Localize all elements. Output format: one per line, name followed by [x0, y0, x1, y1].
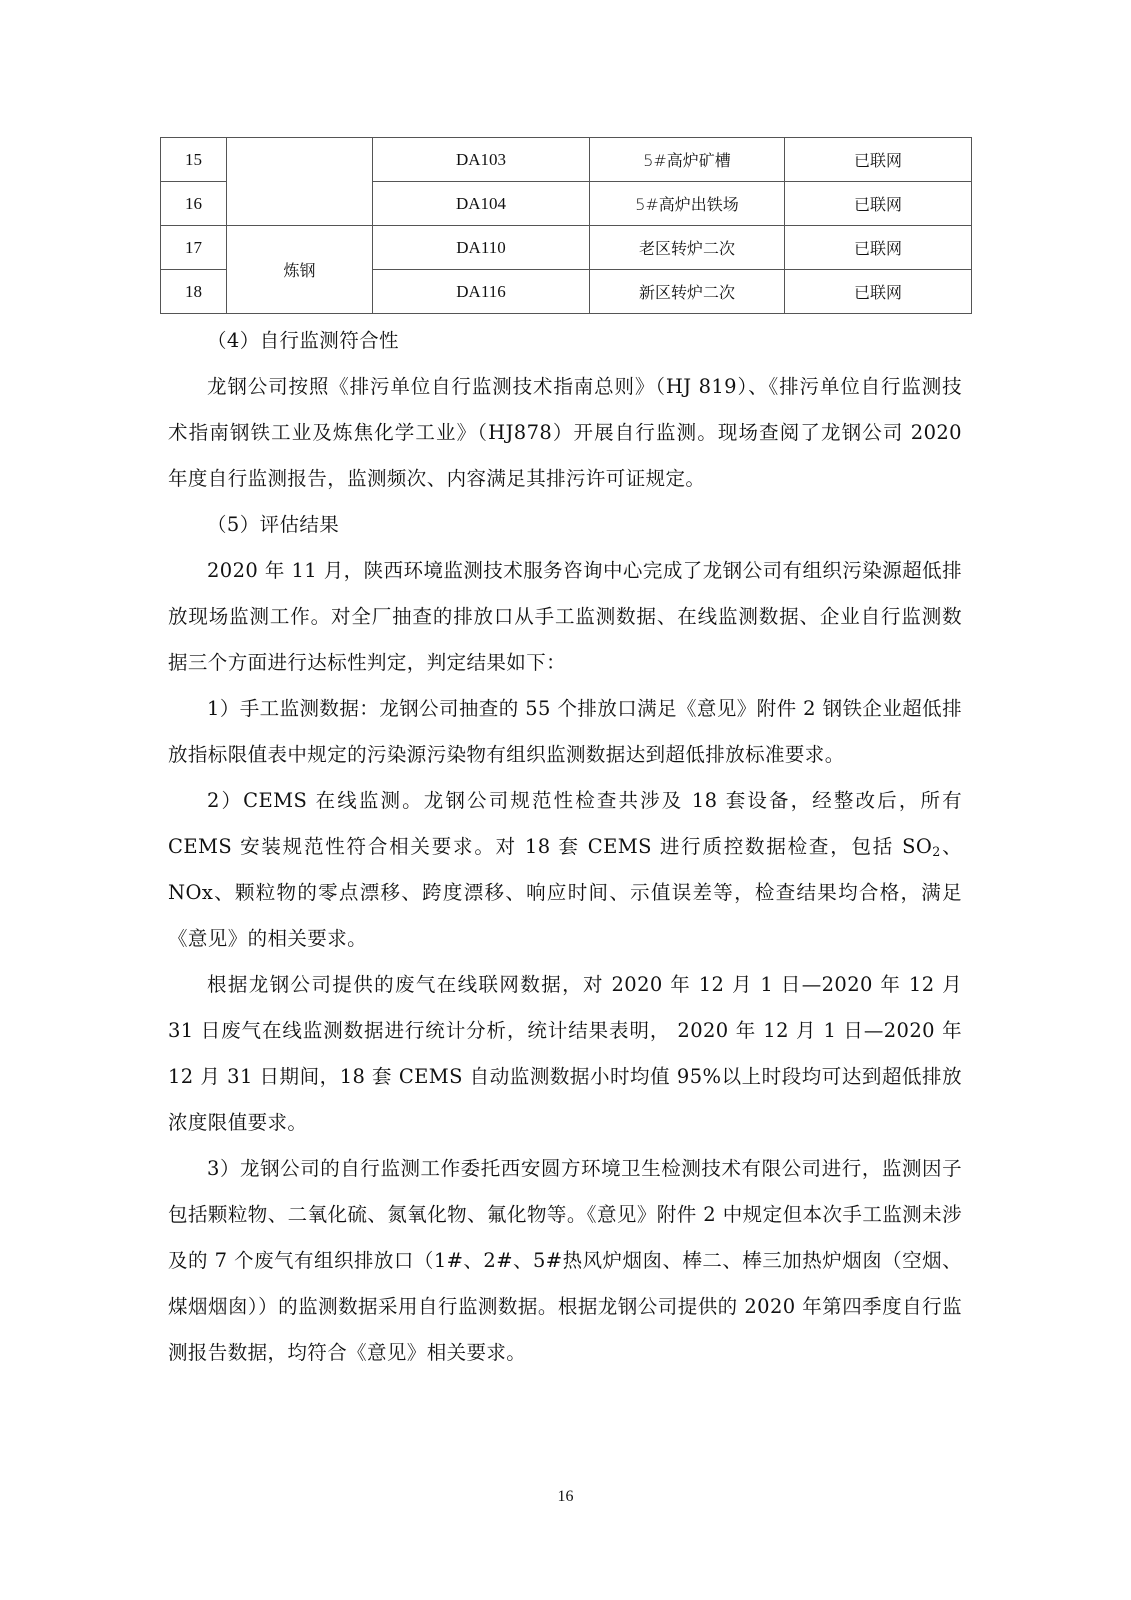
result-item-3: 3）龙钢公司的自行监测工作委托西安圆方环境卫生检测技术有限公司进行，监测因子包括颗粒物、二氧化硫、氮氧化物、氟化物等。《意见》附件 2 中规定但本次手工监测未涉及的 7 个废气有组织排放口（1#、2#、5#热风炉烟囱、棒二、棒三加热炉烟囱（空烟、煤烟烟囱））的监测数据采用自行监测数据。根据龙钢公司提供的 2020 年第四季度自行监测报告数据，均符合《意见》相关要求。: [168, 1157, 962, 1364]
outlet-id: DA116: [373, 270, 590, 314]
table-row: [161, 226, 972, 270]
section-4-heading: （4）自行监测符合性: [207, 329, 399, 352]
section-4-paragraph: 龙钢公司按照《排污单位自行监测技术指南总则》（HJ 819）、《排污单位自行监测技术指南钢铁工业及炼焦化学工业》（HJ878）开展自行监测。现场查阅了龙钢公司 2020 年度自行监测报告，监测频次、内容满足其排污许可证规定。: [168, 375, 962, 490]
outlet-id: DA104: [373, 182, 590, 226]
so2-subscript: 2: [932, 844, 941, 860]
body-text: [168, 318, 962, 1376]
outlet-location: 新区转炉二次: [590, 270, 785, 314]
network-status: 已联网: [785, 182, 972, 226]
result-item-1: 1）手工监测数据：龙钢公司抽查的 55 个排放口满足《意见》附件 2 钢铁企业超低排放指标限值表中规定的污染源污染物有组织监测数据达到超低排放标准要求。: [168, 697, 962, 766]
outlet-network-table: [160, 137, 972, 314]
outlet-location: 老区转炉二次: [590, 226, 785, 270]
result-item-2-online-data: 根据龙钢公司提供的废气在线联网数据，对 2020 年 12 月 1 日—2020 年 12 月 31 日废气在线监测数据进行统计分析，统计结果表明， 2020 年 12 月 1 日—2020 年 12 月 31 日期间，18 套 CEMS 自动监测数据小时均值 95%以上时段均可达到超低排放浓度限值要求。: [168, 973, 962, 1134]
outlet-location: 5#高炉出铁场: [590, 182, 785, 226]
table-row: [161, 138, 972, 182]
row-number: 18: [161, 270, 227, 314]
outlet-id: DA110: [373, 226, 590, 270]
page-number: 16: [557, 1488, 574, 1505]
network-status: 已联网: [785, 270, 972, 314]
result-item-2: [168, 778, 962, 962]
process-cell: 炼钢: [227, 226, 373, 314]
process-cell: [227, 138, 373, 226]
section-5-heading: （5）评估结果: [207, 513, 340, 536]
item-2-text-a: 2）CEMS 在线监测。龙钢公司规范性检查共涉及 18 套设备，经整改后，所有 CEMS 安装规范性符合相关要求。对 18 套 CEMS 进行质控数据检查，包括 SO: [168, 789, 962, 858]
row-number: 15: [161, 138, 227, 182]
network-status: 已联网: [785, 226, 972, 270]
section-5-paragraph: 2020 年 11 月，陕西环境监测技术服务咨询中心完成了龙钢公司有组织污染源超低排放现场监测工作。对全厂抽查的排放口从手工监测数据、在线监测数据、企业自行监测数据三个方面进行达标性判定，判定结果如下：: [168, 559, 962, 674]
item-2-text-b: 、NOx、颗粒物的零点漂移、跨度漂移、响应时间、示值误差等，检查结果均合格，满足《意见》的相关要求。: [168, 835, 962, 950]
outlet-id: DA103: [373, 138, 590, 182]
row-number: 16: [161, 182, 227, 226]
network-status: 已联网: [785, 138, 972, 182]
outlet-location: 5#高炉矿槽: [590, 138, 785, 182]
row-number: 17: [161, 226, 227, 270]
